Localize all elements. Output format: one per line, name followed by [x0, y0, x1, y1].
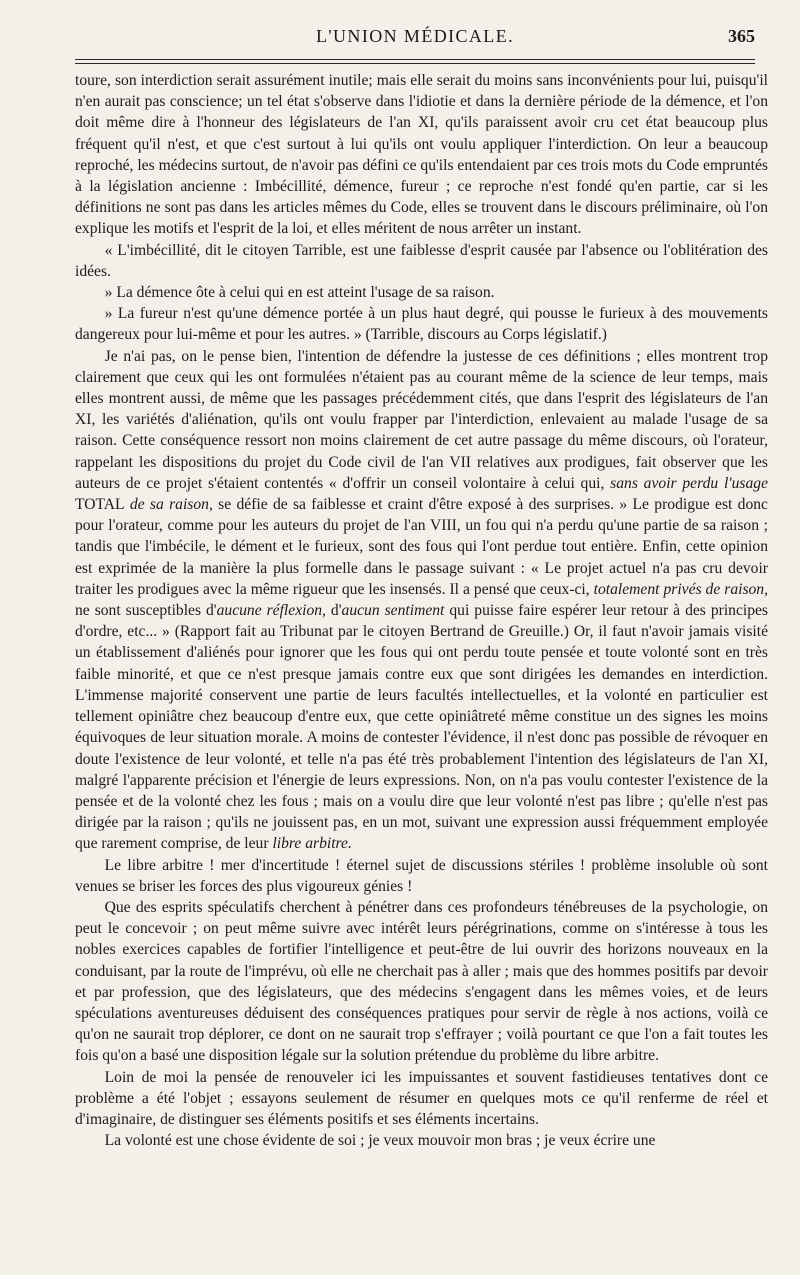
text-run: Je n'ai pas, on le pense bien, l'intention de défendre la justesse de ces définitions ; elles montrent trop clairement que ceux qui les ont formulées n'étaient pas au courant même de la science de leur temps, mais elles montrent aussi, de même que les passages précédemment cités, que dans l'esprit des législateurs de l'an XI, les variétés d'aliénation, qu'ils ont voulu frapper par l'interdiction, enlevaient au malade l'usage de sa raison. Cette conséquence ressort non moins clairement de cet autre passage du même discours, où l'orateur, rappelant les dispositions du projet du Code civil de l'an VII relatives aux prodigues, fait observer que les auteurs de ce projet s'étaient contentés « d'offrir un conseil volontaire à celui qui,	[75, 347, 768, 492]
text-run: d'	[330, 602, 342, 620]
quote-paragraph: « L'imbécillité, dit le citoyen Tarrible, est une faiblesse d'esprit causée par l'absence ou l'oblitération des idées.	[75, 241, 768, 280]
page-header	[75, 26, 755, 54]
paragraph: La volonté est une chose évidente de soi ; je veux mouvoir mon bras ; je veux écrire une	[104, 1132, 656, 1150]
running-title: L'UNION MÉDICALE.	[315, 26, 515, 46]
text-run: se défie de sa faiblesse et craint d'être exposé à des surprises. » Le prodigue est donc pour l'orateur, comme pour les auteurs du projet de l'an VIII, un fou qui n'a perdu qu'une partie de sa raison ; tandis que l'imbécile, le dément et le furieux, sont des fous qui l'ont perdue tout entière. Enfin, cette opinion est exprimée de la manière la plus formelle dans le passage suivant : « Le projet actuel n'a pas cru devoir traiter les prodigues avec la même rigueur que les insensés. Il a pensé que ceux-ci,	[75, 496, 768, 598]
italic-text: libre arbitre.	[272, 835, 352, 853]
text-run: qui puisse faire espérer leur retour à des principes d'ordre, etc... » (Rapport fait au Tribunat par le citoyen Bertrand de Greuille.) Or, il faut n'avoir jamais visité un établissement d'aliénés pour ignorer que les fous qui ont perdu toute pensée et toute volonté sont en très faible minorité, et que ce n'est presque jamais contre eux que sont dirigées les demandes en interdiction. L'immense majorité conservent une partie de leurs facultés intellectuelles, et la volonté en particulier est tellement opiniâtre chez beaucoup d'entre eux, que cette opiniâtreté même constitue un des signes les moins équivoques de leur situation morale. A moins de contester l'évidence, il n'est donc pas possible de révoquer en doute l'existence de leur volonté, et telle n'a pas été très probablement l'intention des législateurs de l'an XI, malgré l'apparente précision et l'énergie de leurs expressions. Non, on n'a pas voulu contester l'existence de la pensée et de la volonté chez les fous ; mais on a voulu dire que leur volonté n'est pas libre ; qu'elle n'est pas dirigée par la raison ; qu'ils ne jouissent pas, en un mot, suivant une expression aussi fréquemment employée que rarement comprise, de leur	[75, 602, 768, 853]
header-rule	[75, 59, 755, 60]
small-caps-text: TOTAL	[75, 496, 125, 514]
quote-paragraph: » La démence ôte à celui qui en est atteint l'usage de sa raison.	[104, 284, 495, 302]
quote-paragraph: » La fureur n'est qu'une démence portée à un plus haut degré, qui pousse le furieux à des mouvements dangereux pour lui-même et pour les autres. » (Tarrible, discours au Corps législatif.)	[75, 305, 768, 344]
italic-text: sans avoir perdu l'usage	[610, 474, 768, 492]
italic-text: de sa raison,	[129, 496, 213, 514]
paragraph: Loin de moi la pensée de renouveler ici les impuissantes et souvent fastidieuses tentatives dont ce problème a été l'objet ; essayons seulement de résumer en quelques mots ce qu'il renferme de réel et d'imaginaire, de distinguer ses éléments positifs et ses éléments incertains.	[75, 1068, 768, 1128]
paragraph: Le libre arbitre ! mer d'incertitude ! éternel sujet de discussions stériles ! problème insoluble où sont venues se briser les forces des plus vigoureux génies !	[75, 856, 768, 895]
text-run: ne sont susceptibles d'	[75, 602, 217, 620]
page-number: 365	[728, 26, 755, 46]
paragraph: toure, son interdiction serait assurément inutile; mais elle serait du moins sans inconvénients pour lui, puisqu'il n'en aurait pas conscience; un tel état s'observe dans l'idiotie et dans la dernière période de la démence, et l'on doit même dire à l'honneur des législateurs de l'an XI, qu'ils paraissent avoir cru cet état beaucoup plus fréquent qu'il n'est, et que c'est surtout à lui qu'ils ont voulu appliquer l'interdiction. On leur a beaucoup reproché, les médecins surtout, de n'avoir pas défini ce qu'ils entendaient par ces trois mots du Code empruntés à la législation ancienne : Imbécillité, démence, fureur ; ce reproche n'est fondé qu'en partie, car si les définitions ne sont pas dans les articles mêmes du Code, elles se trouvent dans le discours préliminaire, où l'on explique les motifs et l'esprit de la loi, et elles méritent de nous arrêter un instant.	[75, 72, 768, 238]
paragraph	[75, 346, 768, 855]
header-rule-thin	[75, 63, 755, 64]
italic-text: aucun sentiment	[341, 602, 445, 620]
paragraph: Que des esprits spéculatifs cherchent à pénétrer dans ces profondeurs ténébreuses de la psychologie, on peut le concevoir ; on peut même suivre avec intérêt leurs pérégrinations, comme on s'intéresse à tous les nobles exercices capables de fortifier l'intelligence et peut-être de lui ouvrir des horizons nouveaux en la conduisant, par la route de l'imprévu, où elle ne cherchait pas à aller ; mais que des hommes positifs par devoir et par profession, que des législateurs, que des médecins s'engagent dans les mêmes voies, et de leurs spéculations aventureuses déduisent des conséquences pratiques pour servir de règle à nos actions, voilà ce qu'on ne saurait trop déplorer, ce dont on ne saurait trop s'effrayer ; voilà pourtant ce que l'on a fait toutes les fois qu'on a basé une disposition légale sur la solution prétendue du problème du libre arbitre.	[75, 898, 768, 1065]
body-text	[75, 70, 768, 1151]
italic-text: aucune réflexion,	[216, 602, 326, 620]
italic-text: totalement privés de raison,	[593, 580, 769, 598]
